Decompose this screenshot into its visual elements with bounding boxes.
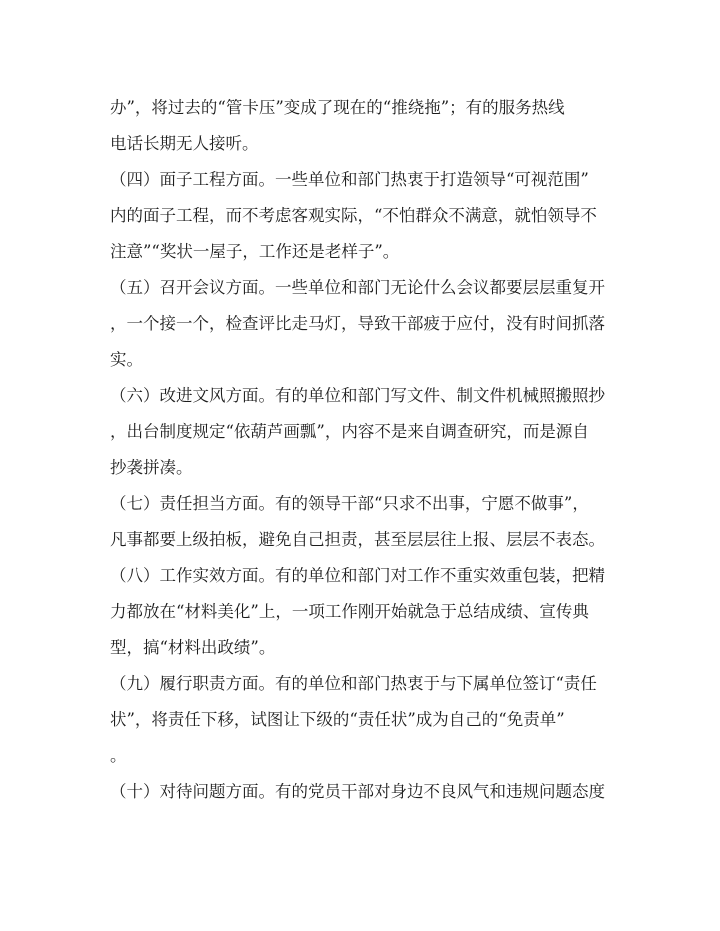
text-line: 凡事都要上级拍板，避免自己担责，甚至层层往上报、层层不表态。	[110, 530, 605, 549]
text-line: 力都放在“材料美化”上，一项工作刚开始就急于总结成绩、宣传典	[110, 602, 589, 621]
text-line: ，一个接一个，检查评比走马灯，导致干部疲于应付，没有时间抓落	[110, 314, 605, 333]
text-line: （八）工作实效方面。有的单位和部门对工作不重实效重包装，把精	[110, 566, 605, 585]
text-line: 状”，将责任下移，试图让下级的“责任状”成为自己的“免责单”	[110, 710, 565, 729]
text-line: 。	[110, 746, 127, 765]
text-line: （五）召开会议方面。一些单位和部门无论什么会议都要层层重复开	[110, 278, 605, 297]
text-line: 型，搞“材料出政绩”。	[110, 638, 276, 657]
text-line: 实。	[110, 350, 143, 369]
text-line: 电话长期无人接听。	[110, 134, 259, 153]
body-text	[110, 90, 610, 810]
text-line: 抄袭拼凑。	[110, 458, 193, 477]
text-line: （十）对待问题方面。有的党员干部对身边不良风气和违规问题态度	[110, 782, 605, 801]
text-line: （六）改进文风方面。有的单位和部门写文件、制文件机械照搬照抄	[110, 386, 605, 405]
text-line: 注意”“奖状一屋子，工作还是老样子”。	[110, 242, 400, 261]
text-line: ，出台制度规定“依葫芦画瓢”，内容不是来自调查研究，而是源自	[110, 422, 589, 441]
text-line: （七）责任担当方面。有的领导干部“只求不出事，宁愿不做事”，	[110, 494, 589, 513]
text-line: 内的面子工程，而不考虑客观实际，“不怕群众不满意，就怕领导不	[110, 206, 597, 225]
text-line: （四）面子工程方面。一些单位和部门热衷于打造领导“可视范围”	[110, 170, 589, 189]
text-line: 办”，将过去的“管卡压”变成了现在的“推绕拖”；有的服务热线	[110, 98, 565, 117]
text-line: （九）履行职责方面。有的单位和部门热衷于与下属单位签订“责任	[110, 674, 597, 693]
